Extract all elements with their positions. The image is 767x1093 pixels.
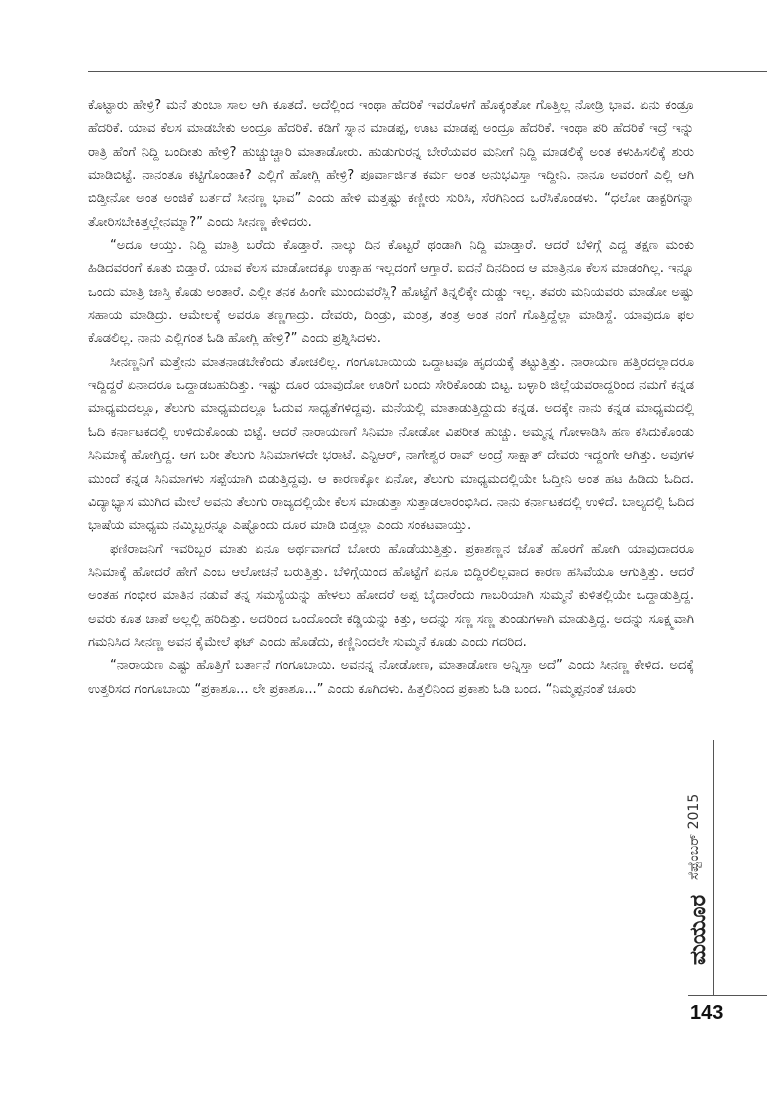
page-number: 143 (690, 1002, 724, 1024)
magazine-logo: ಮಯೂರ (686, 894, 711, 965)
header-rule (88, 71, 767, 72)
footer-rule (688, 995, 767, 996)
paragraph: ಕೊಟ್ಟಾರು ಹೇಳ್ರಿ? ಮನೆ ತುಂಬಾ ಸಾಲ ಆಗಿ ಕೂತದೆ. ಅದೆಲ್ಲಿಂದ ಇಂಥಾ ಹೆದರಿಕೆ ಇವರೊಳಗೆ ಹೊಕ್ಕಂತೋ ಗೊತ್ತಿಲ್ಲ ನೋಡ್ರಿ ಭಾವ. ಏನು ಕಂಡ್ರೂ ಹೆದರಿಕೆ. ಯಾವ ಕೆಲಸ ಮಾಡಬೇಕು ಅಂದ್ರೂ ಹೆದರಿಕೆ. ಕಡಿಗೆ ಸ್ನಾನ ಮಾಡಪ್ಪ, ಊಟ ಮಾಡಪ್ಪ ಅಂದ್ರೂ ಹೆದರಿಕೆ. ಇಂಥಾ ಪರಿ ಹೆದರಿಕೆ ಇದ್ರೆ ಇನ್ನು ರಾತ್ರಿ ಹೆಂಗೆ ನಿದ್ದಿ ಬಂದೀತು ಹೇಳ್ರಿ? ಹುಚ್ಚುಚ್ಚಾರಿ ಮಾತಾಡೋರು. ಹುಡುಗುರನ್ನ ಬೇರೆಯವರ ಮನೀಗೆ ನಿದ್ದಿ ಮಾಡಲಿಕ್ಕೆ ಅಂತ ಕಳುಹಿಸಲಿಕ್ಕೆ ಶುರು ಮಾಡಿಬಿಟ್ಟೆ. ನಾನಂತೂ ಕಟ್ಟಿಗೊಂಡಾಕಿ? ಎಲ್ಲಿಗೆ ಹೋಗ್ಲಿ ಹೇಳ್ರಿ? ಪೂರ್ವಾರ್ಜಿತ ಕರ್ಮ ಅಂತ ಅನುಭವಿಸ್ತಾ ಇದ್ದೀನಿ. ನಾನೂ ಅವರಂಗೆ ಎಲ್ಲಿ ಆಗಿ ಬಿಡ್ತೀನೋ ಅಂತ ಅಂಜಿಕೆ ಬರ್ತದೆ ಸೀನಣ್ಣ ಭಾವ” ಎಂದು ಹೇಳಿ ಮತ್ತಷ್ಟು ಕಣ್ಣೀರು ಸುರಿಸಿ, ಸೆರಗಿನಿಂದ ಒರೆಸಿಕೊಂಡಳು. “ಧಲೋ ಡಾಕ್ಟರಿಗನ್ನಾ ತೋರಿಸಬೇಕಿತ್ತಲ್ಲೇನಮ್ಮಾ?” ಎಂದು ಸೀನಣ್ಣ ಕೇಳಿದರು. (88, 98, 694, 230)
paragraph: ಸೀನಣ್ಣನಿಗೆ ಮತ್ತೇನು ಮಾತನಾಡಬೇಕೆಂದು ತೋಚಲಿಲ್ಲ. ಗಂಗೂಬಾಯಿಯ ಒದ್ದಾಟವೂ ಹೃದಯಕ್ಕೆ ತಟ್ಟುತ್ತಿತ್ತು. ನಾರಾಯಣ ಹತ್ತಿರದಲ್ಲಾದರೂ ಇದ್ದಿದ್ದರೆ ಏನಾದರೂ ಒದ್ದಾಡಬಹುದಿತ್ತು. ಇಷ್ಟು ದೂರ ಯಾವುದೋ ಊರಿಗೆ ಬಂದು ಸೇರಿಕೊಂಡು ಬಿಟ್ಟ. ಬಳ್ಳಾರಿ ಜಿಲ್ಲೆಯವರಾದ್ದರಿಂದ ನಮಗೆ ಕನ್ನಡ ಮಾಧ್ಯಮದಲ್ಲೂ, ತೆಲುಗು ಮಾಧ್ಯಮದಲ್ಲೂ ಓದುವ ಸಾಧ್ಯತೆಗಳಿದ್ದವು. ಮನೆಯಲ್ಲಿ ಮಾತಾಡುತ್ತಿದ್ದುದು ಕನ್ನಡ. ಅದಕ್ಕೇ ನಾನು ಕನ್ನಡ ಮಾಧ್ಯಮದಲ್ಲಿ ಓದಿ ಕರ್ನಾಟಕದಲ್ಲಿ ಉಳಿದುಕೊಂಡು ಬಿಟ್ಟೆ. ಆದರೆ ನಾರಾಯಣಗೆ ಸಿನಿಮಾ ನೋಡೋ ವಿಪರೀತ ಹುಚ್ಚು. ಅಮ್ಮನ್ನ ಗೋಳಾಡಿಸಿ ಹಣ ಕಸಿದುಕೊಂಡು ಸಿನಿಮಾಕ್ಕೆ ಹೋಗ್ತಿದ್ದ. ಆಗ ಬರೀ ತೆಲುಗು ಸಿನಿಮಾಗಳದೇ ಭರಾಟೆ. ಎನ್ಟಿಆರ್, ನಾಗೇಶ್ವರ ರಾವ್ ಅಂದ್ರೆ ಸಾಕ್ಷಾತ್ ದೇವರು ಇದ್ದಂಗೇ ಆಗಿತ್ತು. ಅವುಗಳ ಮುಂದೆ ಕನ್ನಡ ಸಿನಿಮಾಗಳು ಸಪ್ಪೆಯಾಗಿ ಬಿಡುತ್ತಿದ್ದವು. ಆ ಕಾರಣಕ್ಕೋ ಏನೋ, ತೆಲುಗು ಮಾಧ್ಯಮದಲ್ಲಿಯೇ ಓದ್ತೀನಿ ಅಂತ ಹಟ ಹಿಡಿದು ಓದಿದ. ವಿದ್ಯಾಭ್ಯಾಸ ಮುಗಿದ ಮೇಲೆ ಅವನು ತೆಲುಗು ರಾಜ್ಯದಲ್ಲಿಯೇ ಕೆಲಸ ಮಾಡುತ್ತಾ ಸುತ್ತಾಡಲಾರಂಭಿಸಿದ. ನಾನು ಕರ್ನಾಟಕದಲ್ಲಿ ಉಳಿದೆ. ಬಾಲ್ಯದಲ್ಲಿ ಓದಿದ ಭಾಷೆಯ ಮಾಧ್ಯಮ ನಮ್ಮಿಬ್ಬರನ್ನೂ ಎಷ್ಟೊಂದು ದೂರ ಮಾಡಿ ಬಿಡ್ತಲ್ಲಾ ಎಂದು ಸಂಕಟವಾಯ್ತು. (88, 354, 694, 534)
paragraph: ಫಣಿರಾಜನಿಗೆ ಇವರಿಬ್ಬರ ಮಾತು ಏನೂ ಅರ್ಥವಾಗದೆ ಬೋರು ಹೊಡೆಯುತ್ತಿತ್ತು. ಪ್ರಕಾಶಣ್ಣನ ಜೊತೆ ಹೊರಗೆ ಹೋಗಿ ಯಾವುದಾದರೂ ಸಿನಿಮಾಕ್ಕೆ ಹೋದರೆ ಹೇಗೆ ಎಂಬ ಆಲೋಚನೆ ಬರುತ್ತಿತ್ತು. ಬೆಳಿಗ್ಗೆಯಿಂದ ಹೊಟ್ಟೆಗೆ ಏನೂ ಬಿದ್ದಿರಲಿಲ್ಲವಾದ ಕಾರಣ ಹಸಿವೆಯೂ ಆಗುತ್ತಿತ್ತು. ಆದರೆ ಅಂತಹ ಗಂಭೀರ ಮಾತಿನ ನಡುವೆ ತನ್ನ ಸಮಸ್ಯೆಯನ್ನು ಹೇಳಲು ಹೋದರೆ ಅಪ್ಪ ಬೈದಾರೆಂದು ಗಾಬರಿಯಾಗಿ ಸುಮ್ಮನೆ ಕುಳಿತಲ್ಲಿಯೇ ಒದ್ದಾಡುತ್ತಿದ್ದ. ಅವರು ಕೂತ ಚಾಪೆ ಅಲ್ಲಲ್ಲಿ ಹರಿದಿತ್ತು. ಅದರಿಂದ ಒಂದೊಂದೇ ಕಡ್ಡಿಯನ್ನು ಕಿತ್ತು, ಅದನ್ನು ಸಣ್ಣ ಸಣ್ಣ ತುಂಡುಗಳಾಗಿ ಮಾಡುತ್ತಿದ್ದ. ಅದನ್ನು ಸೂಕ್ಷ್ಮವಾಗಿ ಗಮನಿಸಿದ ಸೀನಣ್ಣ ಅವನ ಕೈಮೇಲೆ ಫಟ್ ಎಂದು ಹೊಡೆದು, ಕಣ್ಣಿನಿಂದಲೇ ಸುಮ್ಮನೆ ಕೂಡು ಎಂದು ಗದರಿದ. (88, 541, 694, 650)
paragraph: “ಅದೂ ಆಯ್ತು. ನಿದ್ದಿ ಮಾತ್ರಿ ಬರೆದು ಕೊಡ್ತಾರೆ. ನಾಲ್ಕು ದಿನ ಕೊಟ್ಟರೆ ಥಂಡಾಗಿ ನಿದ್ದಿ ಮಾಡ್ತಾರೆ. ಆದರೆ ಬೆಳಿಗ್ಗೆ ಎದ್ದ ತಕ್ಷಣ ಮಂಕು ಹಿಡಿದವರಂಗೆ ಕೂತು ಬಿಡ್ತಾರೆ. ಯಾವ ಕೆಲಸ ಮಾಡೋದಕ್ಕೂ ಉತ್ಸಾಹ ಇಲ್ಲದಂಗೆ ಆಗ್ತಾರೆ. ಐದನೆ ದಿನದಿಂದ ಆ ಮಾತ್ರಿನೂ ಕೆಲಸ ಮಾಡಂಗಿಲ್ಲ. ಇನ್ನೂ ಒಂದು ಮಾತ್ರಿ ಜಾಸ್ತಿ ಕೊಡು ಅಂತಾರೆ. ಎಲ್ಲೀ ತನಕ ಹಿಂಗೇ ಮುಂದುವರೆಸ್ಲಿ? ಹೊಟ್ಟೆಗೆ ತಿನ್ನಲಿಕ್ಕೇ ದುಡ್ಡು ಇಲ್ಲ. ತವರು ಮನಿಯವರು ಮಾಡೋ ಅಷ್ಟು ಸಹಾಯ ಮಾಡಿದ್ರು. ಆಮೇಲಕ್ಕೆ ಅವರೂ ತಣ್ಣಗಾದ್ರು. ದೇವರು, ದಿಂಡ್ರು, ಮಂತ್ರ, ತಂತ್ರ ಅಂತ ನಂಗೆ ಗೊತ್ತಿದ್ದೆಲ್ಲಾ ಮಾಡಿಸ್ದೆ. ಯಾವುದೂ ಫಲ ಕೊಡಲಿಲ್ಲ. ನಾನು ಎಲ್ಲಿಗಂತ ಓಡಿ ಹೋಗ್ಲಿ ಹೇಳ್ರಿ?” ಎಂದು ಪ್ರಶ್ನಿಸಿದಳು. (88, 238, 694, 347)
article-body (88, 94, 694, 701)
paragraph: “ನಾರಾಯಣ ಎಷ್ಟು ಹೊತ್ತಿಗೆ ಬರ್ತಾನೆ ಗಂಗೂಬಾಯಿ. ಅವನನ್ನ ನೋಡೋಣ, ಮಾತಾಡೋಣ ಅನ್ನಿಸ್ತಾ ಅದೆ” ಎಂದು ಸೀನಣ್ಣ ಕೇಳಿದ. ಅದಕ್ಕೆ ಉತ್ತರಿಸದ ಗಂಗೂಬಾಯಿ “ಪ್ರಕಾಶೂ... ಲೇ ಪ್ರಕಾಶೂ...” ಎಂದು ಕೂಗಿದಳು. ಹಿತ್ತಲಿನಿಂದ ಪ್ರಕಾಶು ಓಡಿ ಬಂದ. “ನಿಮ್ಮಪ್ಪನಂತೆ ಚೂರು (88, 658, 694, 697)
issue-date: ಸೆಪ್ಟೆಂಬರ್ 2015 (686, 793, 702, 880)
